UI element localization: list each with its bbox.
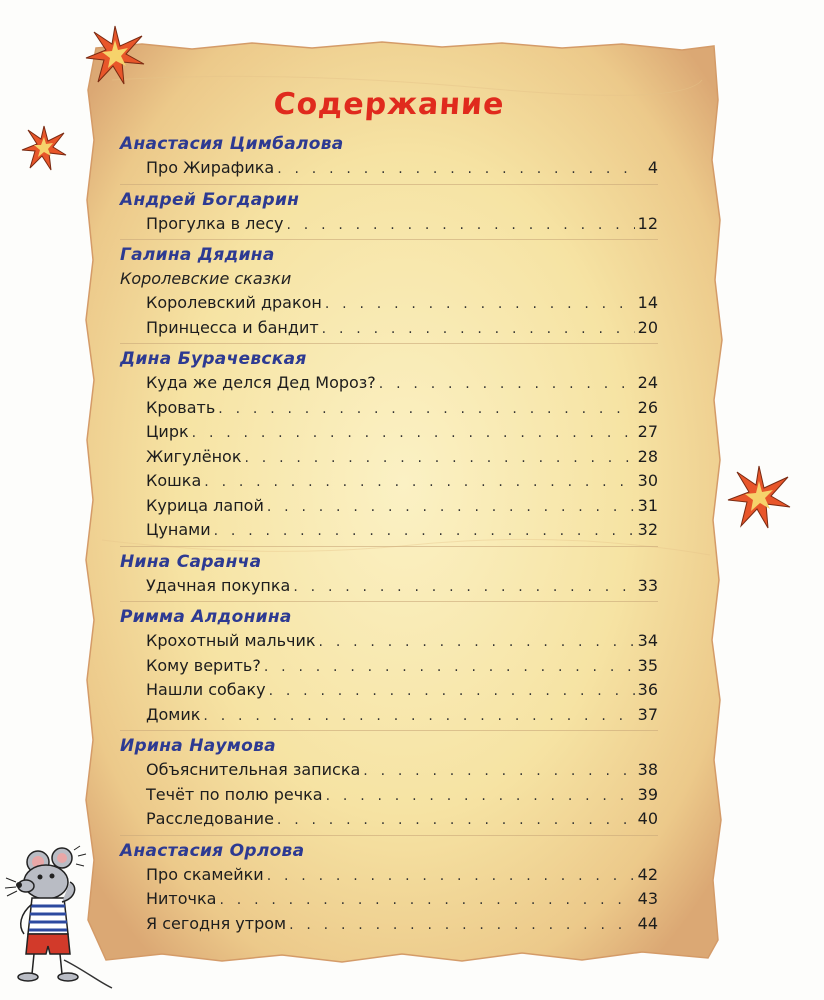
entry-title: Расследование	[146, 809, 274, 828]
page-number: 43	[637, 889, 658, 908]
dot-leader	[322, 317, 635, 342]
toc-entry[interactable]	[120, 420, 658, 445]
page-number: 4	[647, 158, 658, 177]
author-name: Андрей Богдарин	[120, 189, 300, 210]
toc-entry[interactable]	[120, 574, 658, 599]
toc-entry[interactable]	[120, 912, 658, 937]
page-number: 27	[637, 422, 658, 441]
toc-entry[interactable]	[120, 863, 658, 888]
toc-entry[interactable]	[120, 807, 658, 832]
entry-title: Жигулёнок	[146, 446, 242, 466]
entry-title: Течёт по полю речка	[146, 784, 323, 804]
dot-leader	[264, 655, 635, 680]
page-number: 36	[637, 680, 658, 699]
page-number: 42	[637, 864, 658, 884]
entry-title: Цунами	[146, 520, 211, 539]
dot-leader	[289, 913, 635, 938]
toc-entry[interactable]	[120, 703, 658, 728]
toc-entry[interactable]	[120, 629, 658, 654]
page-number: 26	[637, 397, 658, 417]
toc-entry[interactable]	[120, 887, 658, 912]
star-icon	[20, 124, 68, 172]
page-number: 28	[637, 446, 658, 466]
dot-leader	[203, 704, 634, 729]
page-number: 37	[637, 704, 658, 724]
entry-title: Кошка	[146, 471, 202, 490]
entry-title: Объяснительная записка	[146, 760, 361, 779]
toc-entry[interactable]	[120, 758, 658, 783]
author-name: Нина Саранча	[120, 551, 262, 572]
entry-title: Про скамейки	[146, 864, 264, 884]
author-name: Ирина Наумова	[120, 736, 276, 756]
entry-title: Удачная покупка	[146, 575, 291, 595]
entry-title: Нашли собаку	[146, 680, 266, 699]
entry-title: Курица лапой	[146, 495, 264, 515]
divider	[120, 835, 658, 836]
mouse-illustration	[4, 842, 114, 992]
toc-entry[interactable]	[120, 783, 658, 808]
table-of-contents	[120, 80, 658, 936]
star-icon	[84, 24, 146, 86]
entry-title: Королевский дракон	[146, 293, 322, 312]
dot-leader	[326, 784, 635, 809]
dot-leader	[363, 759, 634, 784]
dot-leader	[267, 864, 635, 889]
entry-title: Куда же делся Дед Мороз?	[146, 373, 376, 392]
entry-title: Прогулка в лесу	[146, 213, 284, 233]
page-number: 40	[637, 809, 658, 828]
dot-leader	[245, 446, 635, 471]
dot-leader	[269, 679, 635, 704]
toc-entry[interactable]	[120, 212, 658, 237]
dot-leader	[218, 397, 634, 422]
dot-leader	[325, 292, 635, 317]
entry-title: Цирк	[146, 422, 189, 441]
dot-leader	[277, 157, 641, 182]
page-number: 20	[637, 317, 658, 337]
dot-leader	[219, 888, 634, 913]
toc-entry[interactable]	[120, 316, 658, 341]
page-number: 39	[637, 784, 658, 804]
page-number: 33	[637, 575, 658, 595]
toc-entry[interactable]	[120, 396, 658, 421]
entry-title: Про Жирафика	[146, 158, 275, 177]
divider	[120, 239, 658, 240]
toc-entry[interactable]	[120, 469, 658, 494]
page-number: 31	[637, 495, 658, 515]
dot-leader	[214, 519, 635, 544]
page-number: 30	[637, 471, 658, 490]
dot-leader	[267, 495, 635, 520]
entry-title: Домик	[146, 704, 201, 724]
page-number: 38	[637, 760, 658, 779]
entry-title: Ниточка	[146, 889, 217, 908]
page-number: 14	[637, 293, 658, 312]
toc-entry[interactable]	[120, 518, 658, 543]
toc-entry[interactable]	[120, 678, 658, 703]
toc-entry[interactable]	[120, 156, 658, 181]
author-name: Римма Алдонина	[120, 607, 292, 627]
toc-entry[interactable]	[120, 371, 658, 396]
toc-entry[interactable]	[120, 494, 658, 519]
divider	[120, 601, 658, 602]
entry-title: Кровать	[146, 397, 216, 417]
page-number: 44	[637, 913, 658, 933]
collection-title: Королевские сказки	[120, 269, 292, 288]
page-number: 24	[637, 373, 658, 392]
divider	[120, 730, 658, 731]
page-number: 12	[637, 213, 658, 233]
entry-title: Я сегодня утром	[146, 913, 287, 933]
author-name: Дина Бурачевская	[120, 349, 307, 369]
dot-leader	[277, 808, 635, 833]
author-name: Анастасия Цимбалова	[120, 134, 344, 154]
page-number: 32	[637, 520, 658, 539]
dot-leader	[319, 630, 635, 655]
dot-leader	[286, 213, 634, 238]
toc-entry[interactable]	[120, 654, 658, 679]
author-name: Анастасия Орлова	[120, 840, 305, 861]
dot-leader	[204, 470, 634, 495]
divider	[120, 546, 658, 547]
toc-entry[interactable]	[120, 445, 658, 470]
star-icon	[726, 464, 792, 530]
author-name: Галина Дядина	[120, 245, 275, 265]
entry-title: Крохотный мальчик	[146, 631, 316, 650]
divider	[120, 184, 658, 185]
page-number: 34	[637, 631, 658, 650]
toc-entry[interactable]	[120, 291, 658, 316]
dot-leader	[379, 372, 635, 397]
entry-title: Кому верить?	[146, 655, 261, 675]
entry-title: Принцесса и бандит	[146, 317, 319, 337]
page-number: 35	[637, 655, 658, 675]
dot-leader	[192, 421, 635, 446]
dot-leader	[293, 575, 634, 600]
divider	[120, 343, 658, 344]
page-title: Содержание	[272, 87, 506, 122]
